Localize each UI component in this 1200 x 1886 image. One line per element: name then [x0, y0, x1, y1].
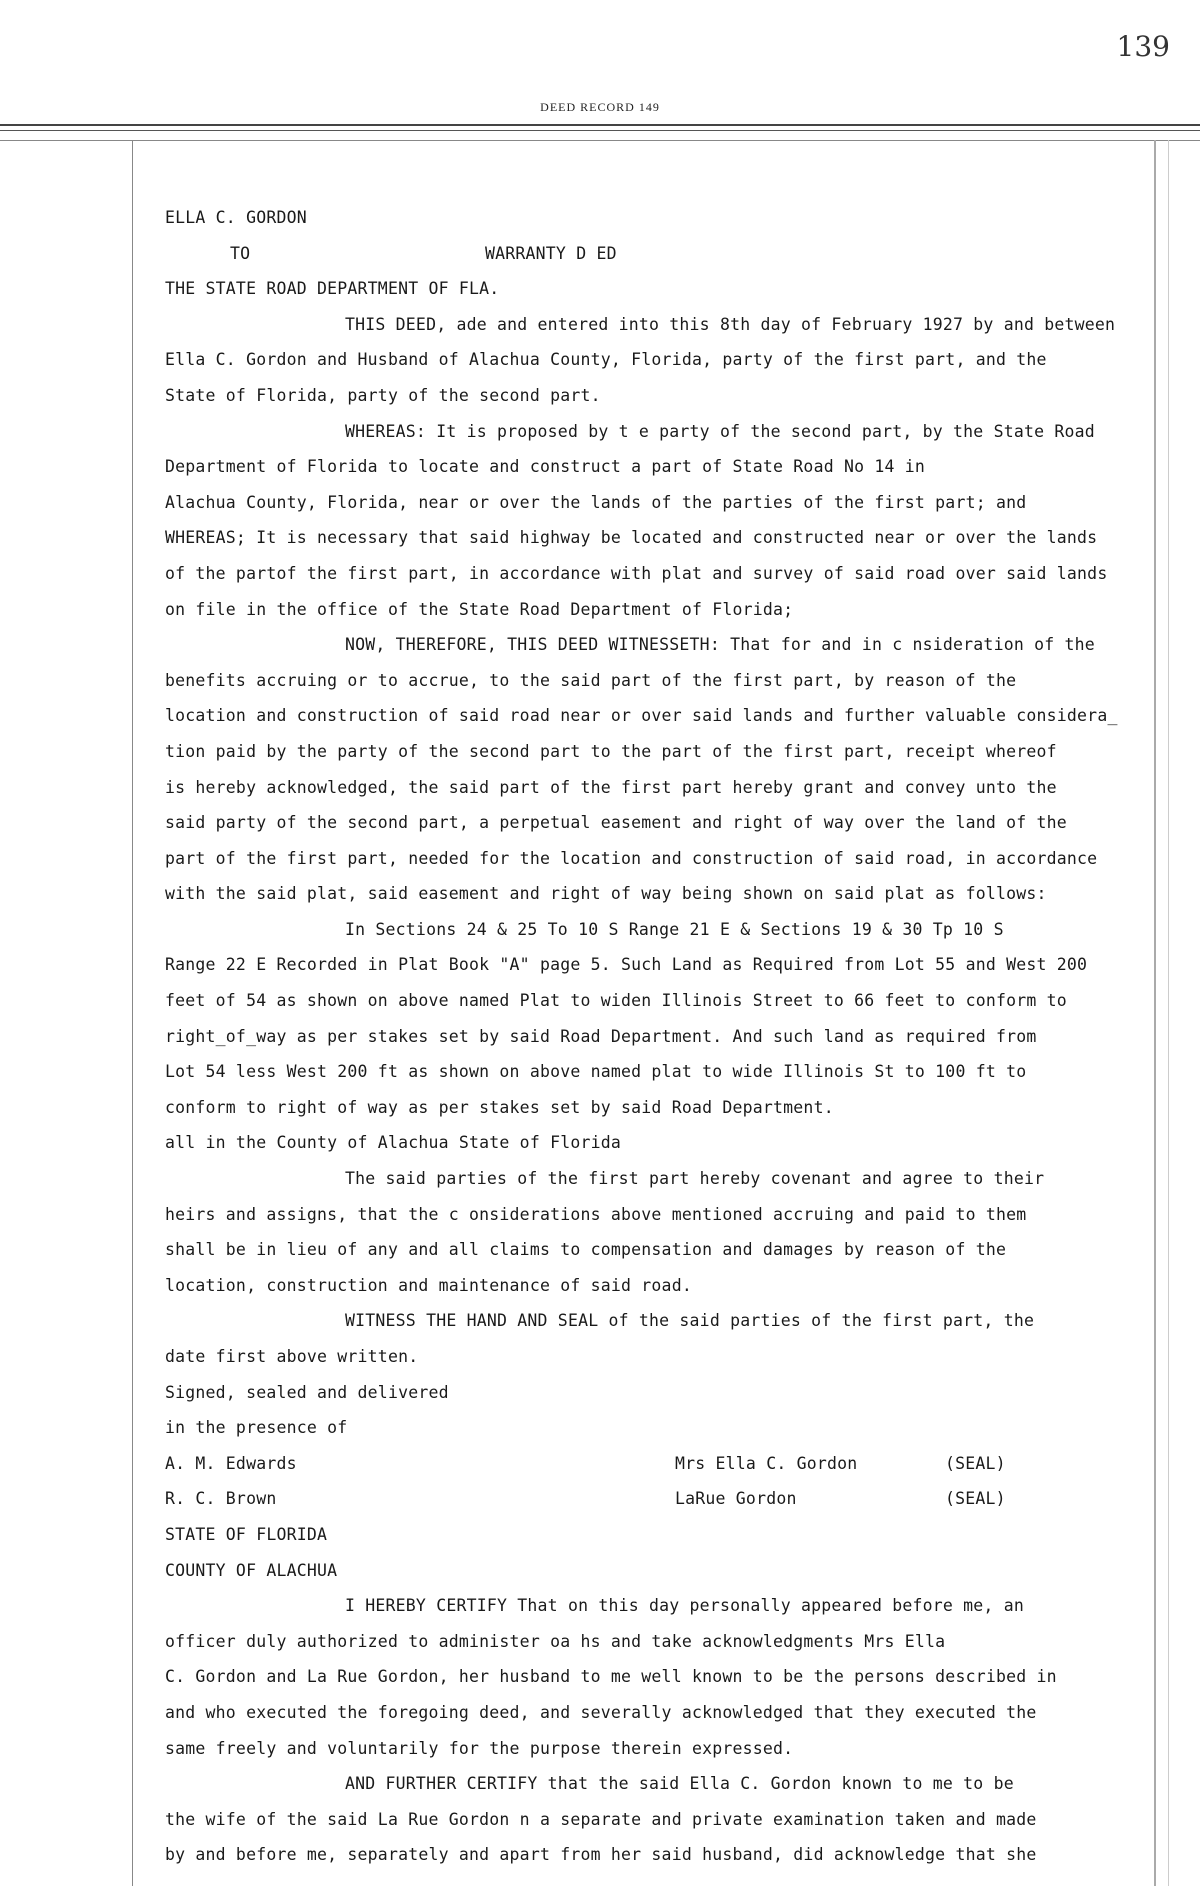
deed-text-block: [165, 307, 1165, 1446]
running-header: DEED RECORD 149: [540, 100, 660, 114]
deed-text-line: all in the County of Alachua State of Florida: [165, 1133, 622, 1153]
deed-text-line: WITNESS THE HAND AND SEAL of the said parties of the first part, the: [345, 1311, 1035, 1331]
right-margin-line-outer: [1168, 140, 1169, 1886]
deed-text-line: Department of Florida to locate and construct a part of State Road No 14 in: [165, 457, 926, 477]
acknowledgment-line: STATE OF FLORIDA: [165, 1524, 328, 1544]
deed-text-line: with the said plat, said easement and right of way being shown on said plat as follows:: [165, 884, 1047, 904]
deed-text-line: heirs and assigns, that the c onsiderations above mentioned accruing and paid to them: [165, 1204, 1027, 1224]
header-rule-middle: [0, 130, 1200, 131]
deed-text-line: location, construction and maintenance of said road.: [165, 1275, 692, 1295]
deed-text-line: on file in the office of the State Road Department of Florida;: [165, 599, 794, 619]
acknowledgment-line: the wife of the said La Rue Gordon n a separate and private examination taken and made: [165, 1809, 1037, 1829]
deed-text-line: part of the first part, needed for the location and construction of said road, in accordance: [165, 848, 1098, 868]
deed-text-line: right_of_way as per stakes set by said Road Department. And such land as required from: [165, 1026, 1037, 1046]
acknowledgment-line: C. Gordon and La Rue Gordon, her husband to me well known to be the persons described in: [165, 1667, 1057, 1687]
signer-name: Mrs Ella C. Gordon: [675, 1453, 858, 1473]
deed-text-line: State of Florida, party of the second part.: [165, 385, 601, 405]
deed-text-line: location and construction of said road near or over said lands and further valuable considera_: [165, 706, 1118, 726]
deed-text-line: of the partof the first part, in accordance with plat and survey of said road over said lands: [165, 563, 1108, 583]
witness-name: R. C. Brown: [165, 1489, 277, 1509]
deed-text-line: The said parties of the first part hereby covenant and agree to their: [345, 1169, 1045, 1189]
acknowledgment-line: AND FURTHER CERTIFY that the said Ella C. Gordon known to me to be: [345, 1774, 1014, 1794]
acknowledgment-line: and who executed the foregoing deed, and severally acknowledged that they executed the: [165, 1702, 1037, 1722]
deed-type: WARRANTY D ED: [485, 243, 617, 263]
deed-text-line: Ella C. Gordon and Husband of Alachua County, Florida, party of the first part, and the: [165, 350, 1047, 370]
header-rule-top: [0, 124, 1200, 126]
deed-text-line: in the presence of: [165, 1418, 348, 1438]
signature-row: [165, 1481, 1165, 1517]
deed-text-line: date first above written.: [165, 1347, 419, 1366]
witness-name: A. M. Edwards: [165, 1453, 297, 1473]
grantee-line: THE STATE ROAD DEPARTMENT OF FLA.: [165, 279, 500, 299]
deed-text-line: THIS DEED, ade and entered into this 8th day of February 1927 by and between: [345, 314, 1116, 334]
seal-label: (SEAL): [945, 1453, 1006, 1473]
to-label: TO: [230, 243, 251, 263]
acknowledgment-line: same freely and voluntarily for the purpose therein expressed.: [165, 1738, 794, 1758]
deed-text-line: said party of the second part, a perpetual easement and right of way over the land of the: [165, 813, 1067, 833]
deed-text-line: In Sections 24 & 25 To 10 S Range 21 E & Sections 19 & 30 Tp 10 S: [345, 919, 1004, 939]
grantor-line: ELLA C. GORDON: [165, 208, 307, 227]
signer-name: LaRue Gordon: [675, 1489, 797, 1509]
deed-text-line: is hereby acknowledged, the said part of the first part hereby grant and convey unto the: [165, 777, 1057, 797]
deed-text-line: NOW, THEREFORE, THIS DEED WITNESSETH: That for and in c nsideration of the: [345, 635, 1095, 655]
left-margin-line: [132, 140, 133, 1886]
deed-text-line: shall be in lieu of any and all claims to compensation and damages by reason of the: [165, 1240, 1007, 1260]
deed-text-line: Alachua County, Florida, near or over the lands of the parties of the first part; and: [165, 492, 1027, 512]
deed-text-line: WHEREAS; It is necessary that said highway be located and constructed near or over the lands: [165, 528, 1098, 548]
acknowledgment-block: [165, 1517, 1165, 1873]
deed-text-line: feet of 54 as shown on above named Plat to widen Illinois Street to 66 feet to conform to: [165, 991, 1067, 1011]
page-number: 139: [1116, 30, 1170, 63]
deed-text-line: Range 22 E Recorded in Plat Book "A" page 5. Such Land as Required from Lot 55 and West 200: [165, 955, 1088, 975]
deed-text-line: Signed, sealed and delivered: [165, 1382, 449, 1402]
header-rule-bottom: [0, 140, 1200, 141]
acknowledgment-line: officer duly authorized to administer oa hs and take acknowledgments Mrs Ella: [165, 1631, 946, 1651]
signature-block: [165, 1446, 1165, 1517]
deed-text-line: tion paid by the party of the second part to the part of the first part, receipt whereof: [165, 741, 1057, 761]
deed-text-line: benefits accruing or to accrue, to the said part of the first part, by reason of the: [165, 670, 1017, 690]
acknowledgment-line: COUNTY OF ALACHUA: [165, 1560, 338, 1580]
deed-text-line: WHEREAS: It is proposed by t e party of the second part, by the State Road: [345, 421, 1095, 441]
deed-text-line: conform to right of way as per stakes set by said Road Department.: [165, 1097, 834, 1117]
signature-row: [165, 1446, 1165, 1482]
deed-title-row: [165, 236, 1165, 272]
deed-text-line: Lot 54 less West 200 ft as shown on above named plat to wide Illinois St to 100 ft to: [165, 1062, 1027, 1082]
seal-label: (SEAL): [945, 1489, 1006, 1509]
deed-body: [165, 200, 1165, 1873]
acknowledgment-line: by and before me, separately and apart from her said husband, did acknowledge that she: [165, 1845, 1037, 1865]
acknowledgment-line: I HEREBY CERTIFY That on this day personally appeared before me, an: [345, 1596, 1024, 1616]
